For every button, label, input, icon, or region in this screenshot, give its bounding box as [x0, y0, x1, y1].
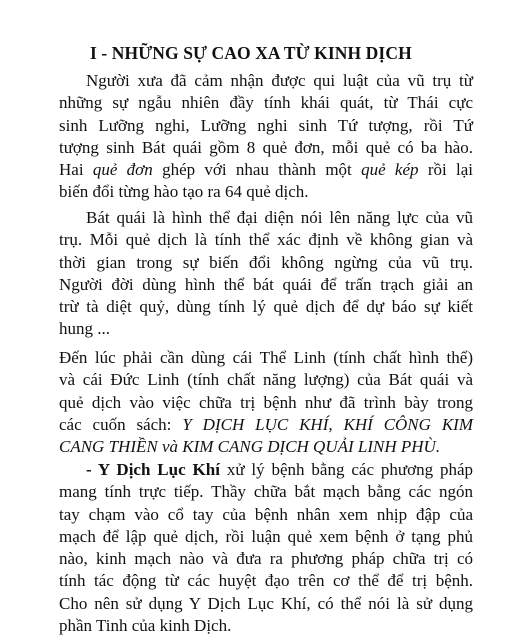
text-line: biến đổi từng hào tạo ra 64 quẻ dịch. [59, 182, 309, 202]
text-run: ghép với nhau thành một [152, 160, 362, 180]
emphasis-text: quẻ đơn [92, 160, 153, 180]
text-line: những sự ngẫu nhiên đầy tính khái quát, từ Thái cực [59, 93, 473, 113]
book-titles: CANG THIỀN và KIM CANG DỊCH QUẢI LINH PHÙ. [59, 437, 441, 457]
text-line: quẻ dịch vào việc chữa trị bệnh như đã trình bày trong [59, 392, 473, 412]
text-line [59, 414, 473, 436]
text-line: mạch để lập quẻ dịch, rồi luận quẻ xem bệnh ở tạng phủ [59, 526, 473, 546]
text-line: tay chạm vào cổ tay của bệnh nhân xem nhịp đập của [59, 504, 473, 524]
bold-term: - Y Dịch Lục Khí [86, 460, 220, 479]
paragraph-3 [59, 347, 473, 458]
text-line: và cái Đức Linh (tính chất năng lượng) của Bát quái và [59, 370, 473, 390]
text-line: Cho nên sử dụng Y Dịch Lục Khí, có thể nói là sử dụng [59, 593, 473, 613]
text-run: Hai [59, 160, 93, 180]
text-line [59, 159, 473, 181]
section-heading: I - NHỮNG SỰ CAO XA TỪ KINH DỊCH [90, 43, 412, 63]
text-line: trừ tà diệt quỷ, dùng tính lý quẻ dịch để dự báo sự kiết [59, 297, 473, 317]
text-line [59, 436, 473, 458]
text-line: hung ... [59, 319, 110, 339]
paragraph-1 [59, 70, 473, 204]
text-line: trụ. Mỗi quẻ dịch là tính thể xác định về không gian và [59, 230, 473, 250]
text-line: Bát quái là hình thể đại diện nói lên năng lực của vũ [86, 208, 473, 227]
text-line: mang tính trực tiếp. Thầy chữa bắt mạch bằng các ngón [59, 482, 473, 502]
text-line: Đến lúc phải cần dùng cái Thể Linh (tính chất hình thể) [59, 348, 473, 367]
emphasis-text: quẻ kép [361, 160, 419, 180]
text-line: Người xưa đã cảm nhận được qui luật của vũ trụ từ [86, 71, 473, 90]
book-titles: Y DỊCH LỤC KHÍ, KHÍ CÔNG KIM [182, 414, 473, 434]
text-run: các cuốn sách: [59, 414, 183, 434]
paragraph-4 [59, 459, 473, 637]
text-line: phần Tinh của kinh Dịch. [59, 616, 232, 636]
text-line: tính tác động từ các huyệt đạo trên cơ thể để trị bệnh. [59, 571, 473, 591]
text-run: xử lý bệnh bằng các phương pháp [219, 460, 473, 479]
text-line: sinh Lưỡng nghi, Lưỡng nghi sinh Tứ tượng, rồi Tứ [59, 115, 473, 135]
text-run: rồi lại [418, 160, 473, 180]
text-line: Người đời dùng hình thể bát quái để trấn trạch giải an [59, 274, 473, 294]
text-line: nào, kinh mạch nào và đưa ra phương pháp chữa trị có [59, 549, 473, 569]
text-line: tượng sinh Bát quái gồm 8 quẻ đơn, mỗi quẻ có ba hào. [59, 137, 473, 157]
text-line [59, 459, 473, 481]
paragraph-2 [59, 207, 473, 341]
text-line: thời gian trong sự biến đổi không ngừng của vũ trụ. [59, 252, 473, 272]
